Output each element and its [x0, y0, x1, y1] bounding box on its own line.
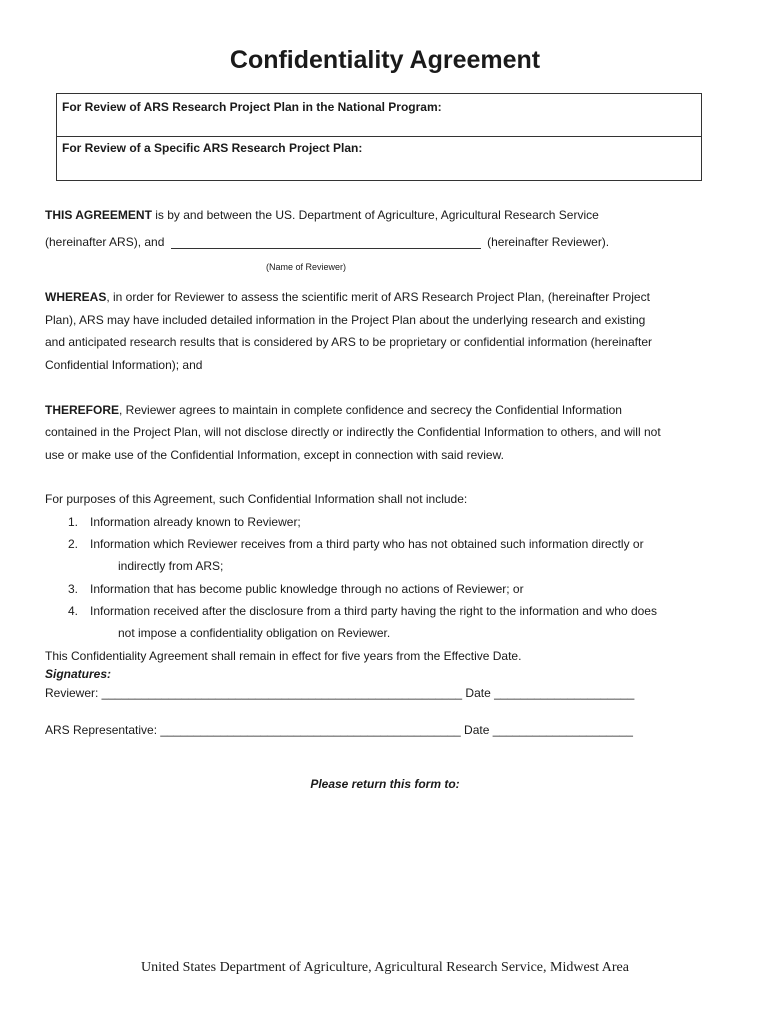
- reviewer-name-field[interactable]: [171, 236, 481, 249]
- agreement-line-2-end: (hereinafter Reviewer).: [487, 235, 610, 249]
- exclusion-2-text: Information which Reviewer receives from a third party who has not obtained such information directly or: [90, 537, 644, 551]
- agreement-line-2-start: (hereinafter ARS), and: [45, 235, 165, 249]
- exclusion-1-number: 1.: [68, 515, 79, 529]
- document-title: Confidentiality Agreement: [229, 46, 541, 74]
- exclusion-1-text: Information already known to Reviewer;: [90, 515, 301, 529]
- reviewer-name-caption: (Name of Reviewer): [266, 262, 347, 272]
- whereas-line-4: Confidential Information); and: [45, 358, 203, 372]
- exclusion-3-text: Information that has become public knowledge through no actions of Reviewer; or: [90, 582, 524, 596]
- exclusion-2-text-cont: indirectly from ARS;: [118, 559, 224, 573]
- footer-agency: United States Department of Agriculture, Agricultural Research Service, Midwest Area: [141, 960, 629, 975]
- return-form-label: Please return this form to:: [310, 777, 460, 791]
- whereas-line-3: and anticipated research results that is considered by ARS to be proprietary or confidential information (hereinafter: [45, 335, 652, 349]
- exclusion-4-text: Information received after the disclosure from a third party having the right to the information and who does: [90, 604, 657, 618]
- review-national-program-row[interactable]: [57, 94, 701, 137]
- agreement-line-2: [45, 235, 609, 249]
- agreement-lead: THIS AGREEMENT: [45, 208, 152, 222]
- review-national-program-label: For Review of ARS Research Project Plan in the National Program:: [62, 100, 442, 114]
- signatures-heading: Signatures:: [45, 667, 112, 681]
- therefore-line-1: [45, 403, 622, 417]
- exclusion-4-number: 4.: [68, 604, 79, 618]
- reviewer-signature-line[interactable]: Reviewer: ______________________________________________________ Date _____________________: [45, 686, 635, 700]
- ars-representative-signature-line[interactable]: ARS Representative: _____________________________________________ Date _____________________: [45, 723, 633, 737]
- review-type-box: [56, 93, 702, 181]
- agreement-line-1-text: is by and between the US. Department of Agriculture, Agricultural Research Service: [151, 208, 599, 222]
- whereas-line-1-text: , in order for Reviewer to assess the scientific merit of ARS Research Project Plan, (hereinafter Project: [106, 290, 650, 304]
- whereas-line-2: Plan), ARS may have included detailed information in the Project Plan about the underlying research and existing: [45, 313, 646, 327]
- exclusion-4-text-cont: not impose a confidentiality obligation on Reviewer.: [118, 626, 391, 640]
- agreement-line-1: [45, 208, 599, 222]
- review-specific-plan-label: For Review of a Specific ARS Research Project Plan:: [62, 141, 363, 155]
- therefore-lead: THEREFORE: [45, 403, 120, 417]
- exclusion-2-number: 2.: [68, 537, 79, 551]
- whereas-lead: WHEREAS: [45, 290, 107, 304]
- purposes-intro: For purposes of this Agreement, such Confidential Information shall not include:: [45, 492, 468, 506]
- therefore-line-1-text: , Reviewer agrees to maintain in complete confidence and secrecy the Confidential Information: [119, 403, 622, 417]
- exclusion-3-number: 3.: [68, 582, 79, 596]
- therefore-line-2: contained in the Project Plan, will not disclose directly or indirectly the Confidential Information to others, and will not: [45, 425, 661, 439]
- effect-statement: This Confidentiality Agreement shall remain in effect for five years from the Effective Date.: [45, 649, 522, 663]
- therefore-line-3: use or make use of the Confidential Information, except in connection with said review.: [45, 448, 504, 462]
- whereas-line-1: [45, 290, 650, 304]
